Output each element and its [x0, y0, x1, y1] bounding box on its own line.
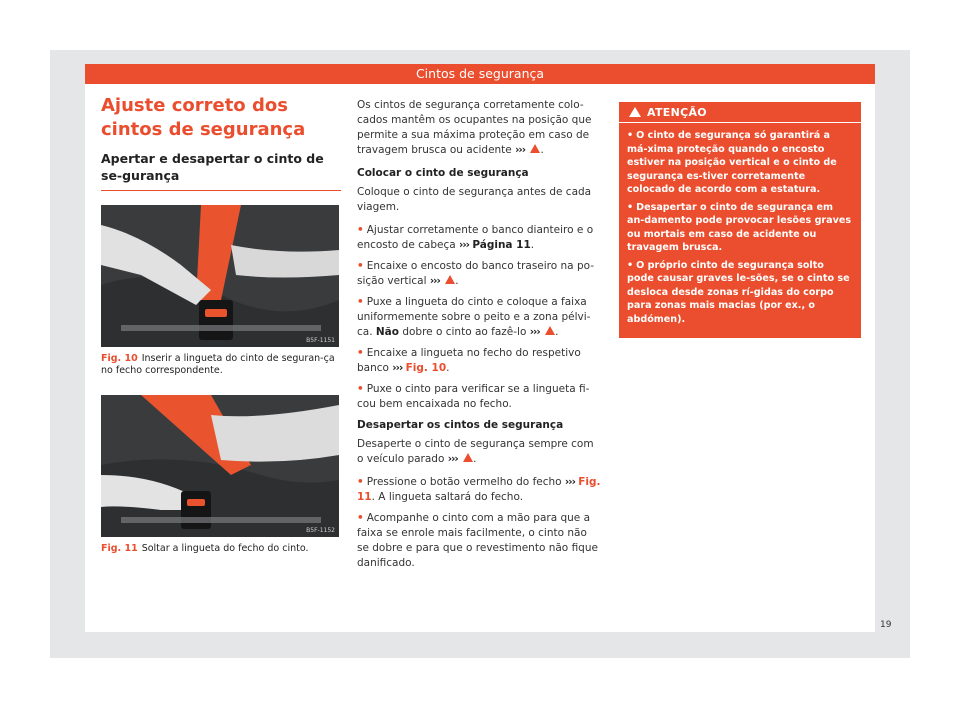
section-title: Ajuste correto dos cintos de segurança: [101, 95, 306, 140]
manual-page: [85, 64, 875, 632]
warning-triangle-icon: [545, 326, 555, 335]
paragraph: Desaperte o cinto de segurança sempre com o veículo parado ››› .: [357, 438, 594, 465]
caption-text: Soltar a lingueta do fecho do cinto.: [141, 543, 309, 554]
warning-item: • Desapertar o cinto de segurança em an-damento pode provocar lesões graves ou mortais em caso de acidente ou travagem brusca.: [627, 201, 852, 253]
figure-reference-link[interactable]: Fig. 10: [405, 362, 447, 374]
warning-body: [619, 123, 861, 326]
intro-paragraph: Os cintos de segurança corretamente colo-cados mantêm os ocupantes na posição que permite a sua máxima proteção em caso de travagem brusca ou acidente ››› .: [357, 99, 592, 156]
caption-text: Inserir a lingueta do cinto de seguran-ça no fecho correspondente.: [101, 353, 335, 376]
warning-box: [619, 102, 861, 338]
warning-item: • O cinto de segurança só garantirá a má-xima proteção quando o encosto estiver na posição vertical e o cinto de segurança es-tiver corretamente colocado de acordo com a estatura.: [627, 130, 837, 195]
warning-title: ATENÇÃO: [647, 106, 707, 119]
list-item: • Encaixe o encosto do banco traseiro na po-sição vertical ››› .: [357, 260, 595, 287]
warning-triangle-icon: [463, 453, 473, 462]
figure-code: B5F-1152: [306, 527, 335, 534]
figure-number: Fig. 10: [101, 353, 138, 364]
figure-reference-link[interactable]: Fig. 11: [357, 476, 601, 503]
warning-triangle-icon: [530, 144, 540, 153]
list-item: • Puxe a lingueta do cinto e coloque a faixa uniformemente sobre o peito e a zona pélvi-ca. Não dobre o cinto ao fazê-lo ››› .: [357, 296, 591, 338]
warning-triangle-icon: [445, 275, 455, 284]
figure-10-caption: [101, 353, 341, 377]
list-item: • Acompanhe o cinto com a mão para que a faixa se enrole mais facilmente, o cinto não se dobre e para que o revestimento não fique danificado.: [357, 512, 598, 569]
reference-arrows: ›››: [515, 144, 526, 156]
middle-column: [357, 98, 601, 577]
warning-header: [619, 102, 861, 123]
figure-code: B5F-1151: [306, 337, 335, 344]
figure-10-image: [101, 205, 339, 347]
figure-number: Fig. 11: [101, 543, 138, 554]
list-item: • Ajustar corretamente o banco dianteiro e o encosto de cabeça ››› Página 11.: [357, 224, 594, 251]
paragraph: Coloque o cinto de segurança antes de cada viagem.: [357, 186, 592, 213]
figure-11-caption: [101, 543, 341, 555]
list-item: • Encaixe a lingueta no fecho do respetivo banco ››› Fig. 10.: [357, 347, 581, 374]
list-item: • Pressione o botão vermelho do fecho ››› Fig. 11. A lingueta saltará do fecho.: [357, 476, 601, 503]
left-column: [101, 94, 341, 555]
page-number: 19: [880, 620, 892, 630]
page-reference-link[interactable]: Página 11: [472, 239, 531, 251]
warning-triangle-icon: [629, 107, 641, 117]
section-subtitle: Apertar e desapertar o cinto de se-gurança: [101, 150, 341, 191]
chapter-header: Cintos de segurança: [85, 64, 875, 84]
warning-item: • O próprio cinto de segurança solto pode causar graves le-sões, se o cinto se desloca desde zonas rí-gidas do corpo para zonas mais macias (por ex., o abdómen).: [627, 259, 850, 325]
figure-11-image: [101, 395, 339, 537]
section-heading: Colocar o cinto de segurança: [357, 167, 529, 179]
section-heading: Desapertar os cintos de segurança: [357, 419, 564, 431]
list-item: • Puxe o cinto para verificar se a lingueta fi-cou bem encaixada no fecho.: [357, 383, 590, 410]
